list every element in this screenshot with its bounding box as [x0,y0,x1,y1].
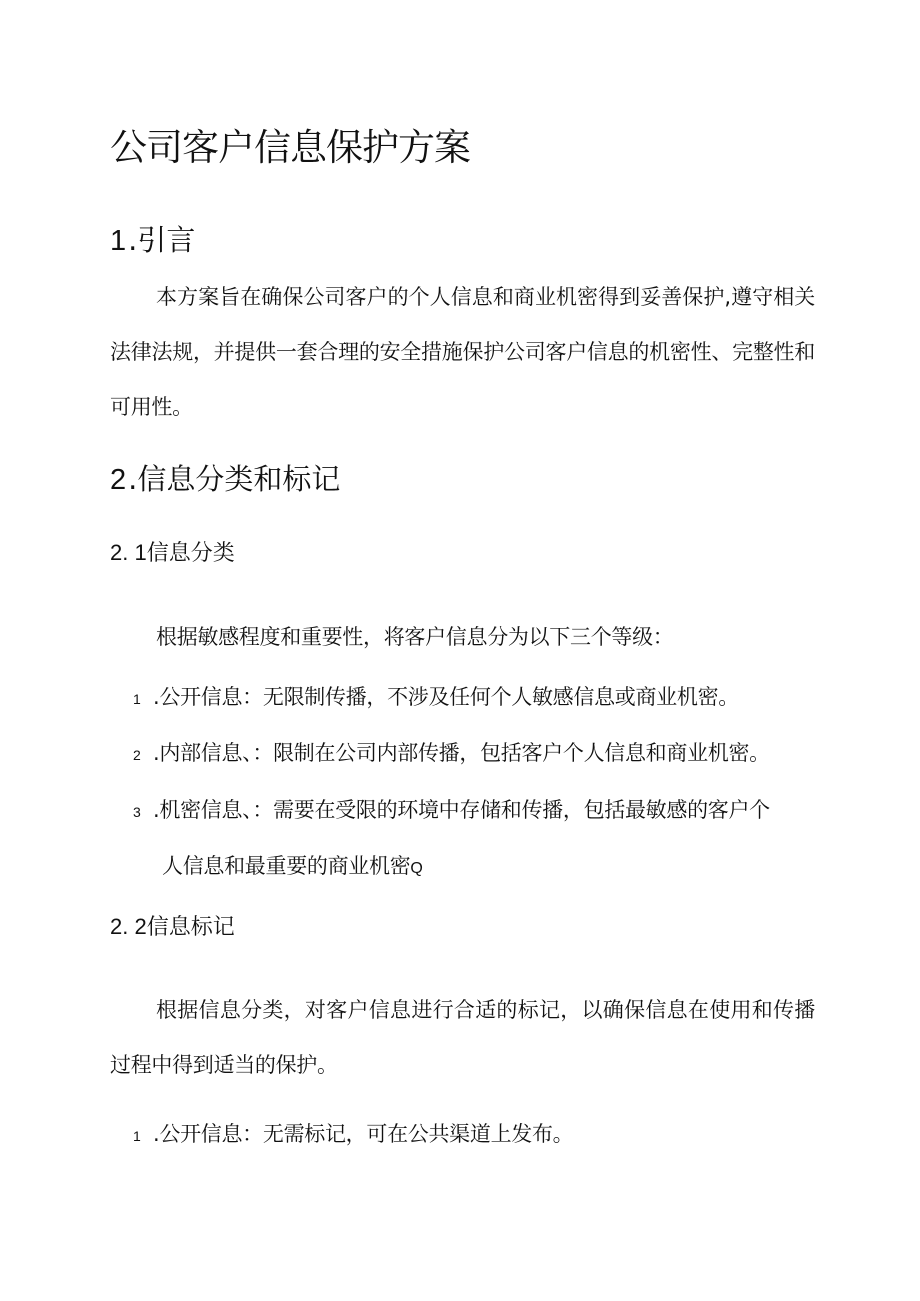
subsection-2-1-number: 2. 1 [110,540,147,565]
item-number: 1 [133,1128,141,1144]
subsection-2-2-title: 信息标记 [146,915,235,940]
item-text: .内部信息、：限制在公司内部传播，包括客户个人信息和商业机密。 [153,741,770,765]
item-text: .公开信息：无限制传播，不涉及任何个人敏感信息或商业机密。 [153,685,739,709]
item-number: 1 [133,691,141,707]
item-continuation-tail: Q [410,860,423,877]
subsection-2-1-heading [110,536,235,567]
section-1-heading [110,218,195,259]
item-number: 2 [133,747,141,763]
section-2-heading [110,457,340,498]
document-title: 公司客户信息保护方案 [110,126,470,169]
section-1-number: 1 [110,225,129,257]
subsection-2-2-intro: 根据信息分类，对客户信息进行合适的标记，以确保信息在使用和传播过程中得到适当的保护。 [110,998,815,1077]
section-1-title: .引言 [128,223,196,257]
item-number: 3 [133,804,141,820]
section-2-number: 2 [110,464,129,496]
section-2-title: .信息分类和标记 [128,462,341,496]
subsection-2-2-number: 2. 2 [110,914,147,939]
classification-item-1 [133,681,739,711]
subsection-2-2-heading [110,910,235,941]
marking-item-1 [133,1118,573,1148]
classification-item-3 [133,794,770,824]
classification-item-2 [133,737,770,767]
item-text: .机密信息、：需要在受限的环境中存储和传播，包括最敏感的客户个 [153,798,770,822]
subsection-2-1-title: 信息分类 [146,541,235,566]
item-continuation-text: 人信息和最重要的商业机密 [162,854,411,878]
item-text: .公开信息：无需标记，可在公共渠道上发布。 [153,1122,574,1146]
subsection-2-1-intro: 根据敏感程度和重要性，将客户信息分为以下三个等级： [156,625,674,649]
classification-item-3-continuation [162,850,423,880]
section-1-paragraph: 本方案旨在确保公司客户的个人信息和商业机密得到妥善保护,遵守相关法律法规，并提供一套合理的安全措施保护公司客户信息的机密性、完整性和可用性。 [110,285,815,419]
